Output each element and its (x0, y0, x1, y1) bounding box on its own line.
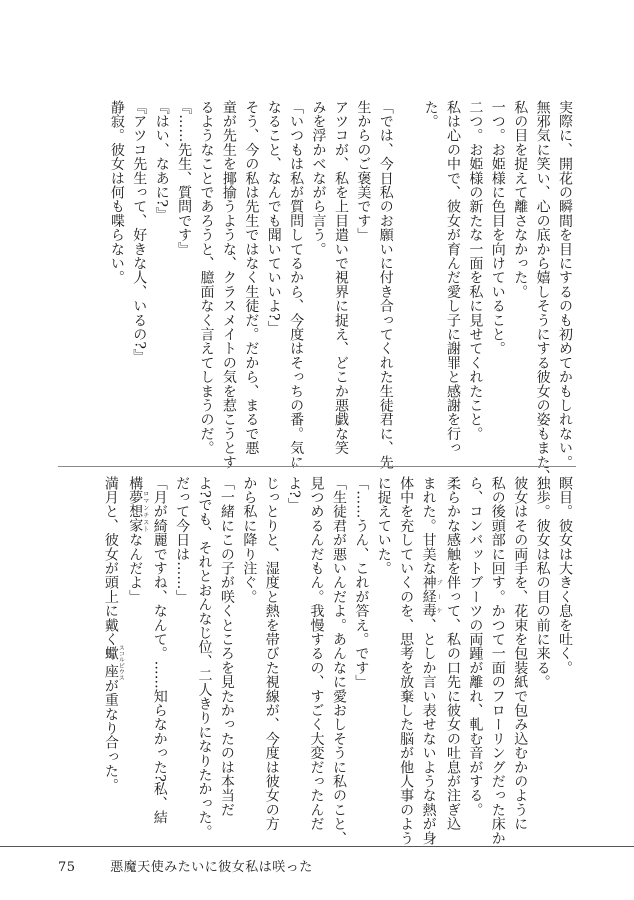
text-line: 「……うん、これが答え。です」 (353, 476, 370, 689)
text-line: 「生徒君が悪いんだよ。あんなに愛おしそうに私のこと、 (330, 476, 347, 846)
text-line: 「一緒にこの子が咲くところを見たかったのは本当だ (218, 476, 235, 817)
text-line: るようなことであろうと、臆面なく言えてしまうのだ。 (198, 100, 215, 455)
lower-text-block (66, 476, 576, 846)
text-line: から私に降り注ぐ。 (241, 476, 258, 604)
text-line: に捉えていた。 (375, 476, 392, 576)
text-line (397, 100, 419, 460)
text-line: 静寂。彼女は何も喋らない。 (108, 100, 125, 285)
text-line: 実際に、開花の瞬間を目にするのも初めてかもしれない。 (557, 100, 573, 470)
section-divider (58, 466, 576, 467)
text-line: 見つめるんだもん。我慢するの、すごく大変だったんだ (308, 476, 325, 831)
text-line: 満月と、彼女が頭上に戴く蠍座スコルピウスが重なり合った。 (102, 476, 125, 793)
text-line: 童が先生を揶揄うような、クラスメイトの気を惹こうとす (220, 100, 237, 470)
text-line: 『はい、なあに?』 (153, 100, 170, 222)
text-line: よ?」 (286, 476, 303, 513)
text-line: なること、なんでも聞いていいよ?」 (265, 100, 282, 335)
ruby-annotation: 夢想家ロマンチスト (127, 490, 149, 533)
text-line: みを浮かべながら言う。 (310, 100, 327, 257)
ruby-annotation: 蠍座スコルピウス (102, 644, 125, 681)
text-line: 「いつもは私が質問してるから、今度はそっちの番。気に (288, 100, 305, 470)
text-line: 柔らかな感触を伴って、私の口先に彼女の吐息が注ぎ込 (444, 476, 461, 831)
text-line: た。 (422, 100, 439, 129)
text-line: 私は心の中で、彼女が育んだ愛し子に謝罪と感謝を行っ (444, 100, 461, 455)
text-line: 「では、今日私のお願いに付き合ってくれた生徒君に、先 (377, 100, 394, 470)
text-line: 「月が綺麗ですね、なんて。……知らなかった?私、結 (151, 476, 168, 825)
text-line: 無邪気に笑い、心の底から嬉しそうにする彼女の姿もまた、 (534, 100, 551, 484)
page-number: 75 (58, 860, 76, 875)
text-line: そう、今の私は先生ではなく生徒だ。だから、まるで悪 (243, 100, 260, 455)
text-line: 瞑目。彼女は大きく息を吐く。 (557, 476, 573, 675)
ruby-annotation: 神経毒ブーケ (420, 575, 443, 619)
book-title: 悪魔天使みたいに彼女私は咲った (110, 860, 313, 875)
text-line: よ?でも、それとおんなじ位、二人きりになりたかった。 (196, 476, 213, 839)
text-line: 二つ。お姫様の新たな一面を私に見せてくれたこと。 (467, 100, 484, 441)
text-line: 私の後頭部に回す。かつて一面のフローリングだった床か (489, 476, 506, 846)
text-line: だって今日は……」 (174, 476, 191, 604)
text-line: 一つ。お姫様に色目を向けていること。 (489, 100, 506, 356)
text-line: 体中を充していくのを、思考を放棄した脳が他人事のよう (398, 476, 415, 846)
text-line: 『アツコ先生って、好きな人、いるの?』 (131, 100, 148, 364)
text-line: 『……先生、質問です』 (176, 100, 193, 257)
text-line: じっとりと、湿度と熱を帯びた視線が、今度は彼女の方 (263, 476, 280, 831)
text-line: 彼女はその両手を、花束を包装紙で包み込むかのように (512, 476, 529, 831)
upper-text-block (66, 100, 576, 484)
text-line: 独歩。彼女は私の目の前に来る。 (534, 476, 551, 689)
text-line: 構夢想家ロマンチストなんだよ」 (127, 476, 149, 604)
page-footer (58, 856, 313, 875)
text-line: アツコが、私を上目遣いで視界に捉え、どこか悪戯な笑 (332, 100, 349, 455)
text-line: 生からのご褒美です」 (355, 100, 372, 242)
footer-rule (0, 846, 634, 847)
text-line: 私の目を捉えて離さなかった。 (512, 100, 529, 299)
text-line: まれた。甘美な神経毒ブーケ、としか言い表せないような熱が身 (420, 476, 443, 846)
text-line: ら、コンバットブーツの両踵が離れ、軋む音がする。 (467, 476, 484, 817)
